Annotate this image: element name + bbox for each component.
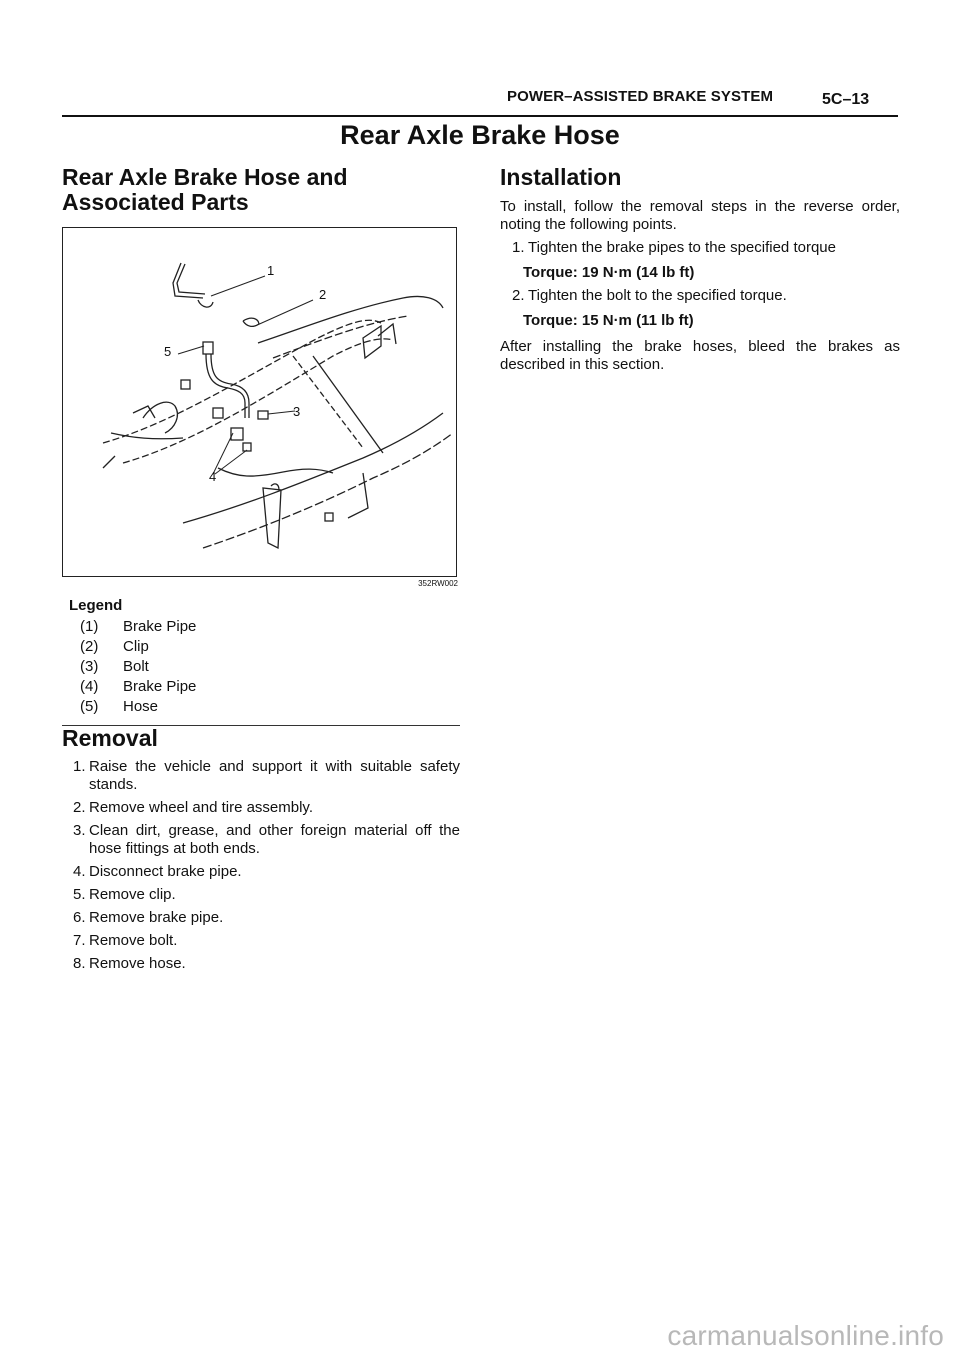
- legend-item: [69, 637, 460, 657]
- installation-outro: After installing the brake hoses, bleed the brakes as described in this section.: [500, 338, 900, 373]
- step-number: 1.: [73, 758, 86, 775]
- legend-item-number: (2): [80, 638, 99, 655]
- step-text: Remove bolt.: [89, 932, 178, 949]
- figure-code: 352RW002: [418, 579, 458, 588]
- legend-item-label: Clip: [123, 638, 149, 655]
- step-number: 4.: [73, 863, 86, 880]
- section-heading-removal: Removal: [62, 725, 158, 751]
- legend-item: [69, 697, 460, 717]
- figure-diagram: [62, 227, 457, 577]
- step-number: 8.: [73, 955, 86, 972]
- removal-steps: [62, 758, 460, 973]
- step-text: Tighten the brake pipes to the specified torque: [528, 239, 836, 256]
- legend-item-number: (1): [80, 618, 99, 635]
- list-item: [73, 799, 460, 817]
- legend: [69, 597, 460, 717]
- step-number: 2.: [73, 799, 86, 816]
- list-item: [73, 822, 460, 858]
- step-text: Clean dirt, grease, and other foreign material off the hose fittings at both ends.: [89, 822, 460, 857]
- step-text: Remove clip.: [89, 886, 176, 903]
- list-item: [73, 758, 460, 794]
- legend-item-label: Bolt: [123, 658, 149, 675]
- legend-item-number: (4): [80, 678, 99, 695]
- page-title: Rear Axle Brake Hose: [340, 120, 620, 150]
- watermark: carmanualsonline.info: [667, 1320, 944, 1351]
- callout-1: 1: [267, 263, 275, 278]
- left-column: [62, 165, 460, 978]
- list-item: [73, 932, 460, 950]
- list-item: [500, 287, 900, 305]
- header-section-title: POWER–ASSISTED BRAKE SYSTEM: [507, 88, 774, 105]
- legend-item-label: Brake Pipe: [123, 618, 197, 635]
- list-item: [500, 239, 900, 257]
- legend-item: [69, 657, 460, 677]
- section-heading-parts: Rear Axle Brake Hose and Associated Parts: [62, 164, 348, 215]
- step-text: Disconnect brake pipe.: [89, 863, 242, 880]
- list-item: [73, 955, 460, 973]
- step-text: Tighten the bolt to the specified torque.: [528, 287, 787, 304]
- step-text: Remove wheel and tire assembly.: [89, 799, 313, 816]
- step-number: 7.: [73, 932, 86, 949]
- callout-5: 5: [164, 344, 172, 359]
- torque-spec: Torque: 19 N·m (14 lb ft): [523, 264, 695, 281]
- step-number: 2.: [512, 287, 525, 304]
- brake-hose-diagram: [63, 228, 458, 578]
- list-item: [73, 886, 460, 904]
- legend-item-label: Hose: [123, 698, 159, 715]
- step-number: 1.: [512, 239, 525, 256]
- callout-4: 4: [209, 469, 217, 484]
- callout-2: 2: [319, 287, 327, 302]
- legend-title: Legend: [69, 597, 123, 614]
- legend-item: [69, 617, 460, 637]
- legend-item: [69, 677, 460, 697]
- callout-3: 3: [293, 404, 301, 419]
- step-number: 5.: [73, 886, 86, 903]
- list-item: [73, 863, 460, 881]
- legend-item-number: (3): [80, 658, 99, 675]
- step-text: Raise the vehicle and support it with suitable safety stands.: [89, 758, 460, 793]
- right-column: [500, 165, 900, 374]
- list-item: [73, 909, 460, 927]
- step-text: Remove hose.: [89, 955, 186, 972]
- legend-item-number: (5): [80, 698, 99, 715]
- legend-item-label: Brake Pipe: [123, 678, 197, 695]
- header-page-number: 5C–13: [822, 91, 870, 108]
- torque-spec: Torque: 15 N·m (11 lb ft): [523, 312, 694, 329]
- header-divider: [62, 115, 898, 117]
- step-number: 3.: [73, 822, 86, 839]
- installation-intro: To install, follow the removal steps in the reverse order, noting the following points.: [500, 198, 900, 233]
- step-text: Remove brake pipe.: [89, 909, 224, 926]
- step-number: 6.: [73, 909, 86, 926]
- section-heading-installation: Installation: [500, 164, 622, 190]
